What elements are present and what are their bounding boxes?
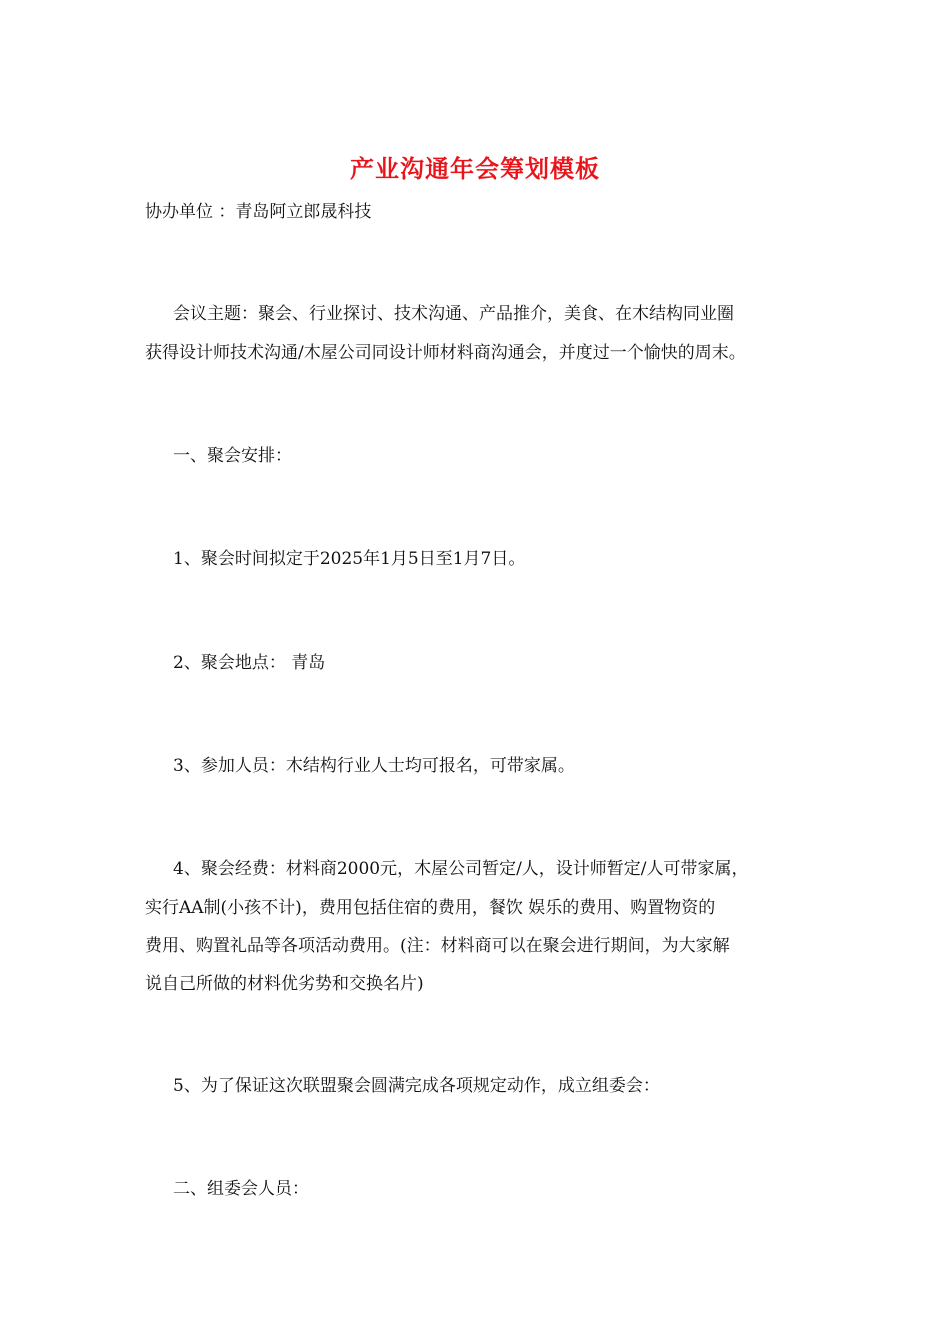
item-2: 2、聚会地点： 青岛 [173,653,326,673]
section-1-heading: 一、聚会安排： [173,446,292,466]
organizer-line: 协办单位 ：青岛阿立郎晟科技 [145,202,372,222]
item-4-line-1: 4、聚会经费：材料商2000元，木屋公司暂定/人，设计师暂定/人可带家属， [173,859,749,879]
section-2-heading: 二、组委会人员： [173,1179,309,1199]
document-title: 产业沟通年会筹划模板 [350,154,600,183]
item-4-line-3: 费用、购置礼品等各项活动费用。(注：材料商可以在聚会进行期间，为大家解 [145,936,730,956]
item-1: 1、聚会时间拟定于2025年1月5日至1月7日。 [173,549,526,569]
theme-line-2: 获得设计师技术沟通/木屋公司同设计师材料商沟通会，并度过一个愉快的周末。 [145,343,746,363]
item-5: 5、为了保证这次联盟聚会圆满完成各项规定动作，成立组委会： [173,1076,660,1096]
theme-line-1: 会议主题：聚会、行业探讨、技术沟通、产品推介，美食、在木结构同业圈 [173,304,734,324]
item-4-line-2: 实行AA制(小孩不计)，费用包括住宿的费用，餐饮 娱乐的费用、购置物资的 [145,898,716,918]
item-3: 3、参加人员：木结构行业人士均可报名，可带家属。 [173,756,575,776]
item-4-line-4: 说自己所做的材料优劣势和交换名片) [145,974,424,994]
